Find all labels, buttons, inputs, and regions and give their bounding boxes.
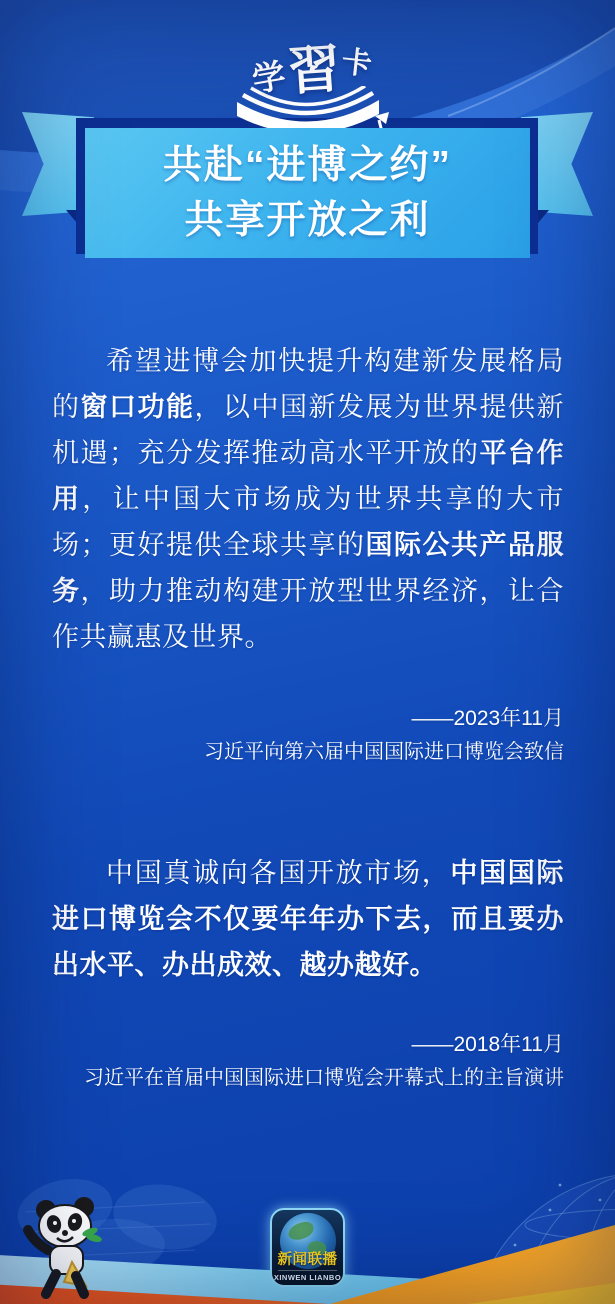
attribution-2-source: 习近平在首届中国国际进口博览会开幕式上的主旨演讲: [84, 1067, 564, 1089]
globe-landmass: [286, 1220, 315, 1242]
icon-divider: [278, 1270, 338, 1271]
study-card-logo-text: [0, 28, 615, 102]
xinwen-lianbo-logo: [270, 1208, 345, 1287]
title-line-2: 共享开放之利: [184, 199, 431, 242]
attribution-1-date: ——2023年11月: [411, 707, 564, 730]
ciie-panda-mascot: [20, 1190, 115, 1300]
attribution-2: [52, 1028, 564, 1095]
logo-char-ka: 卡: [339, 45, 374, 82]
attribution-1: [52, 702, 564, 769]
logo-char-xi: 習: [286, 41, 343, 102]
title-line-1: 共赴“进博之约”: [162, 144, 452, 187]
title-banner: [85, 128, 530, 258]
quote-paragraph-2: 中国真诚向各国开放市场，中国国际进口博览会不仅要年年办下去，而且要办出水平、办出成效、越办越好。: [52, 858, 565, 980]
logo-char-xue: 学: [249, 58, 289, 100]
quote-paragraph-1: 希望进博会加快提升构建新发展格局的窗口功能，以中国新发展为世界提供新机遇；充分发挥推动高水平开放的平台作用，让中国大市场成为世界共享的大市场；更好提供全球共享的国际公共产品服务，助力推动构建开放型世界经济，让合作共赢惠及世界。: [52, 346, 564, 652]
attribution-1-source: 习近平向第六届中国国际进口博览会致信: [204, 741, 564, 763]
channel-name-en: XINWEN LIANBO: [273, 1272, 342, 1282]
attribution-2-date: ——2018年11月: [411, 1033, 564, 1056]
channel-name-zh: 新闻联播: [277, 1252, 338, 1268]
